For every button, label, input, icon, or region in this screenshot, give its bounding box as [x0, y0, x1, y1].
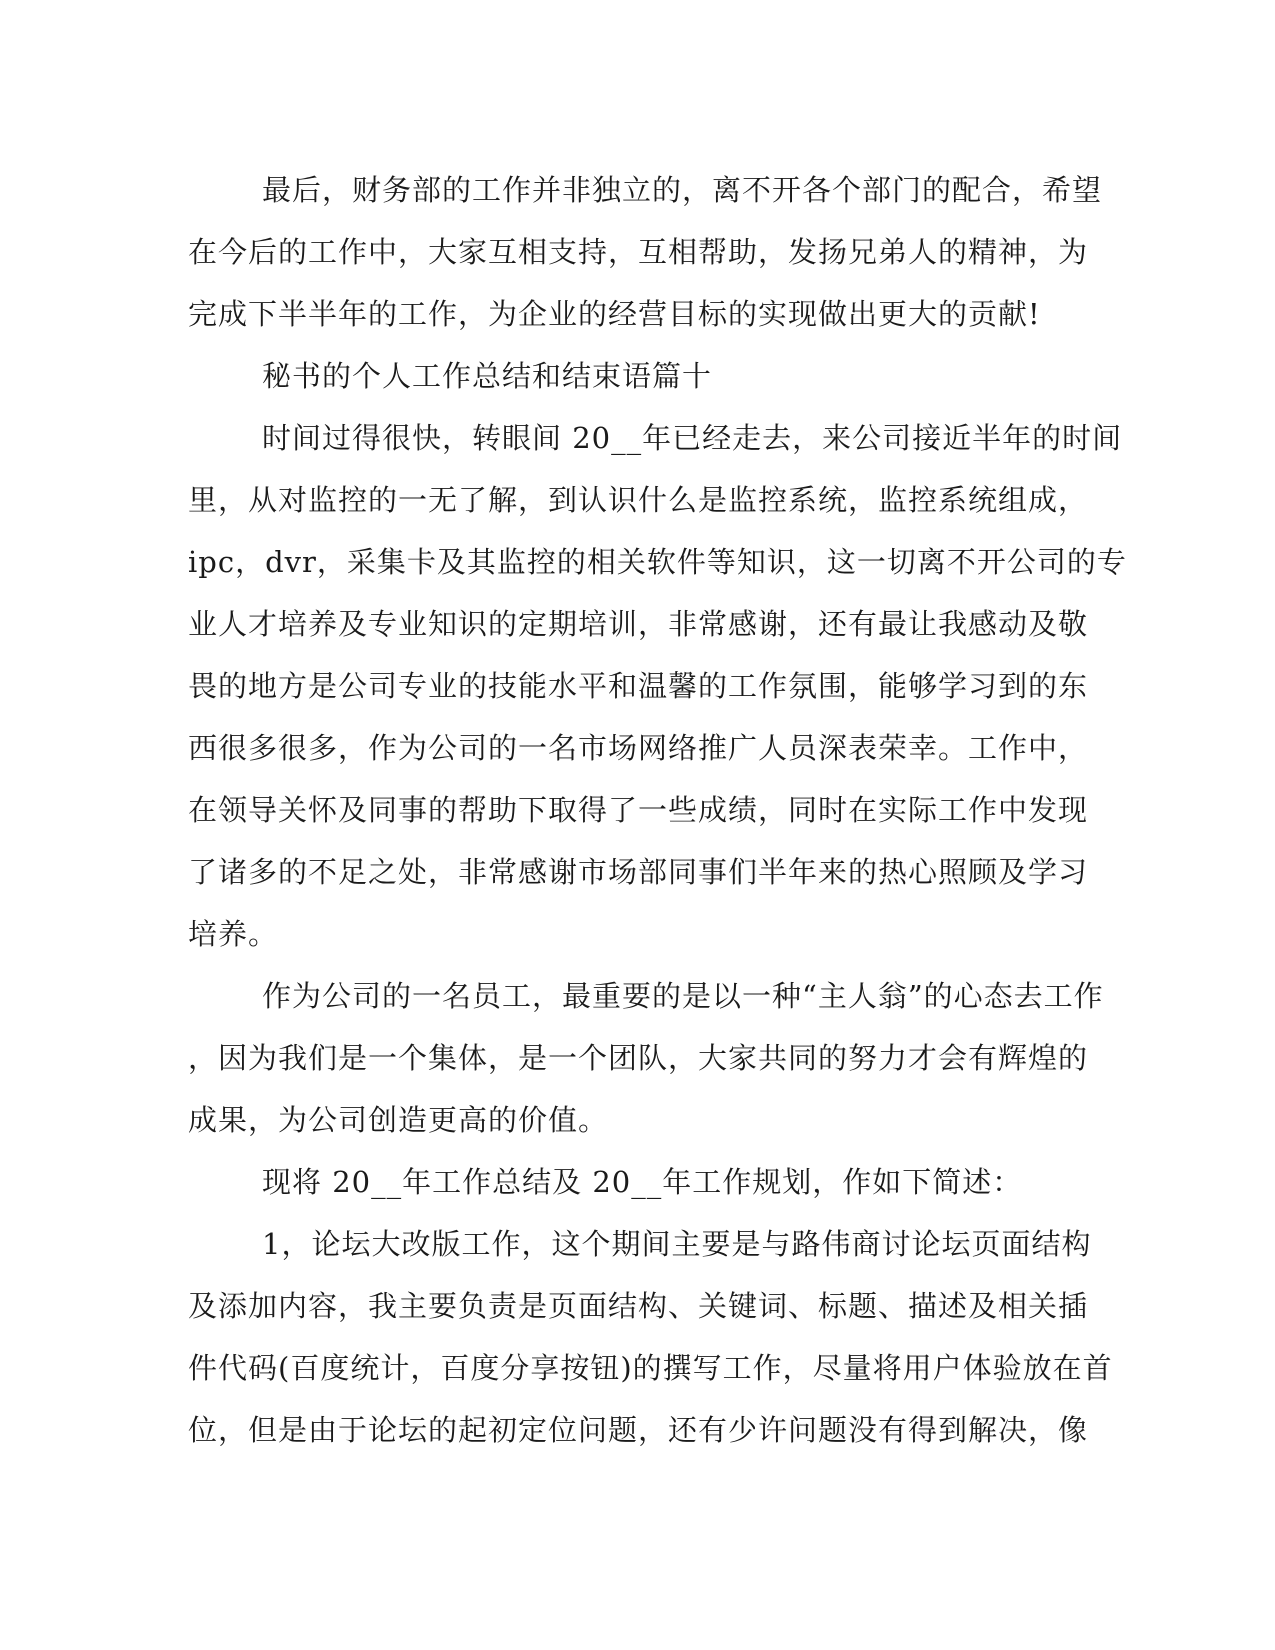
text-line: 里，从对监控的一无了解，到认识什么是监控系统，监控系统组成， [188, 483, 1089, 517]
text-line: 1，论坛大改版工作，这个期间主要是与路伟商讨论坛页面结构 [262, 1227, 1092, 1261]
section-heading: 秘书的个人工作总结和结束语篇十 [262, 359, 713, 393]
text-line: 业人才培养及专业知识的定期培训，非常感谢，还有最让我感动及敬 [188, 607, 1089, 641]
text-line: 现将 20__年工作总结及 20__年工作规划，作如下简述： [262, 1165, 1023, 1199]
text-line: 件代码(百度统计，百度分享按钮)的撰写工作，尽量将用户体验放在首 [188, 1351, 1113, 1385]
text-line: 西很多很多，作为公司的一名市场网络推广人员深表荣幸。工作中， [188, 731, 1089, 765]
text-line: ipc，dvr，采集卡及其监控的相关软件等知识，这一切离不开公司的专 [188, 545, 1127, 579]
text-line: 位，但是由于论坛的起初定位问题，还有少许问题没有得到解决，像 [188, 1413, 1089, 1447]
text-line: 在今后的工作中，大家互相支持，互相帮助，发扬兄弟人的精神，为 [188, 235, 1089, 269]
text-line: 畏的地方是公司专业的技能水平和温馨的工作氛围，能够学习到的东 [188, 669, 1089, 703]
text-line: 最后，财务部的工作并非独立的，离不开各个部门的配合，希望 [262, 173, 1103, 207]
text-line: 在领导关怀及同事的帮助下取得了一些成绩，同时在实际工作中发现 [188, 793, 1089, 827]
text-line: 作为公司的一名员工，最重要的是以一种“主人翁”的心态去工作 [262, 979, 1104, 1013]
text-line: 及添加内容，我主要负责是页面结构、关键词、标题、描述及相关插 [188, 1289, 1089, 1323]
text-line: 成果，为公司创造更高的价值。 [188, 1103, 609, 1137]
document-body [188, 159, 1127, 1461]
text-line: 完成下半半年的工作，为企业的经营目标的实现做出更大的贡献! [188, 297, 1041, 331]
text-line: 培养。 [188, 917, 279, 951]
text-line: 了诸多的不足之处，非常感谢市场部同事们半年来的热心照顾及学习 [188, 855, 1089, 889]
text-line: ，因为我们是一个集体，是一个团队，大家共同的努力才会有辉煌的 [188, 1041, 1089, 1075]
text-line: 时间过得很快，转眼间 20__年已经走去，来公司接近半年的时间 [262, 421, 1123, 455]
